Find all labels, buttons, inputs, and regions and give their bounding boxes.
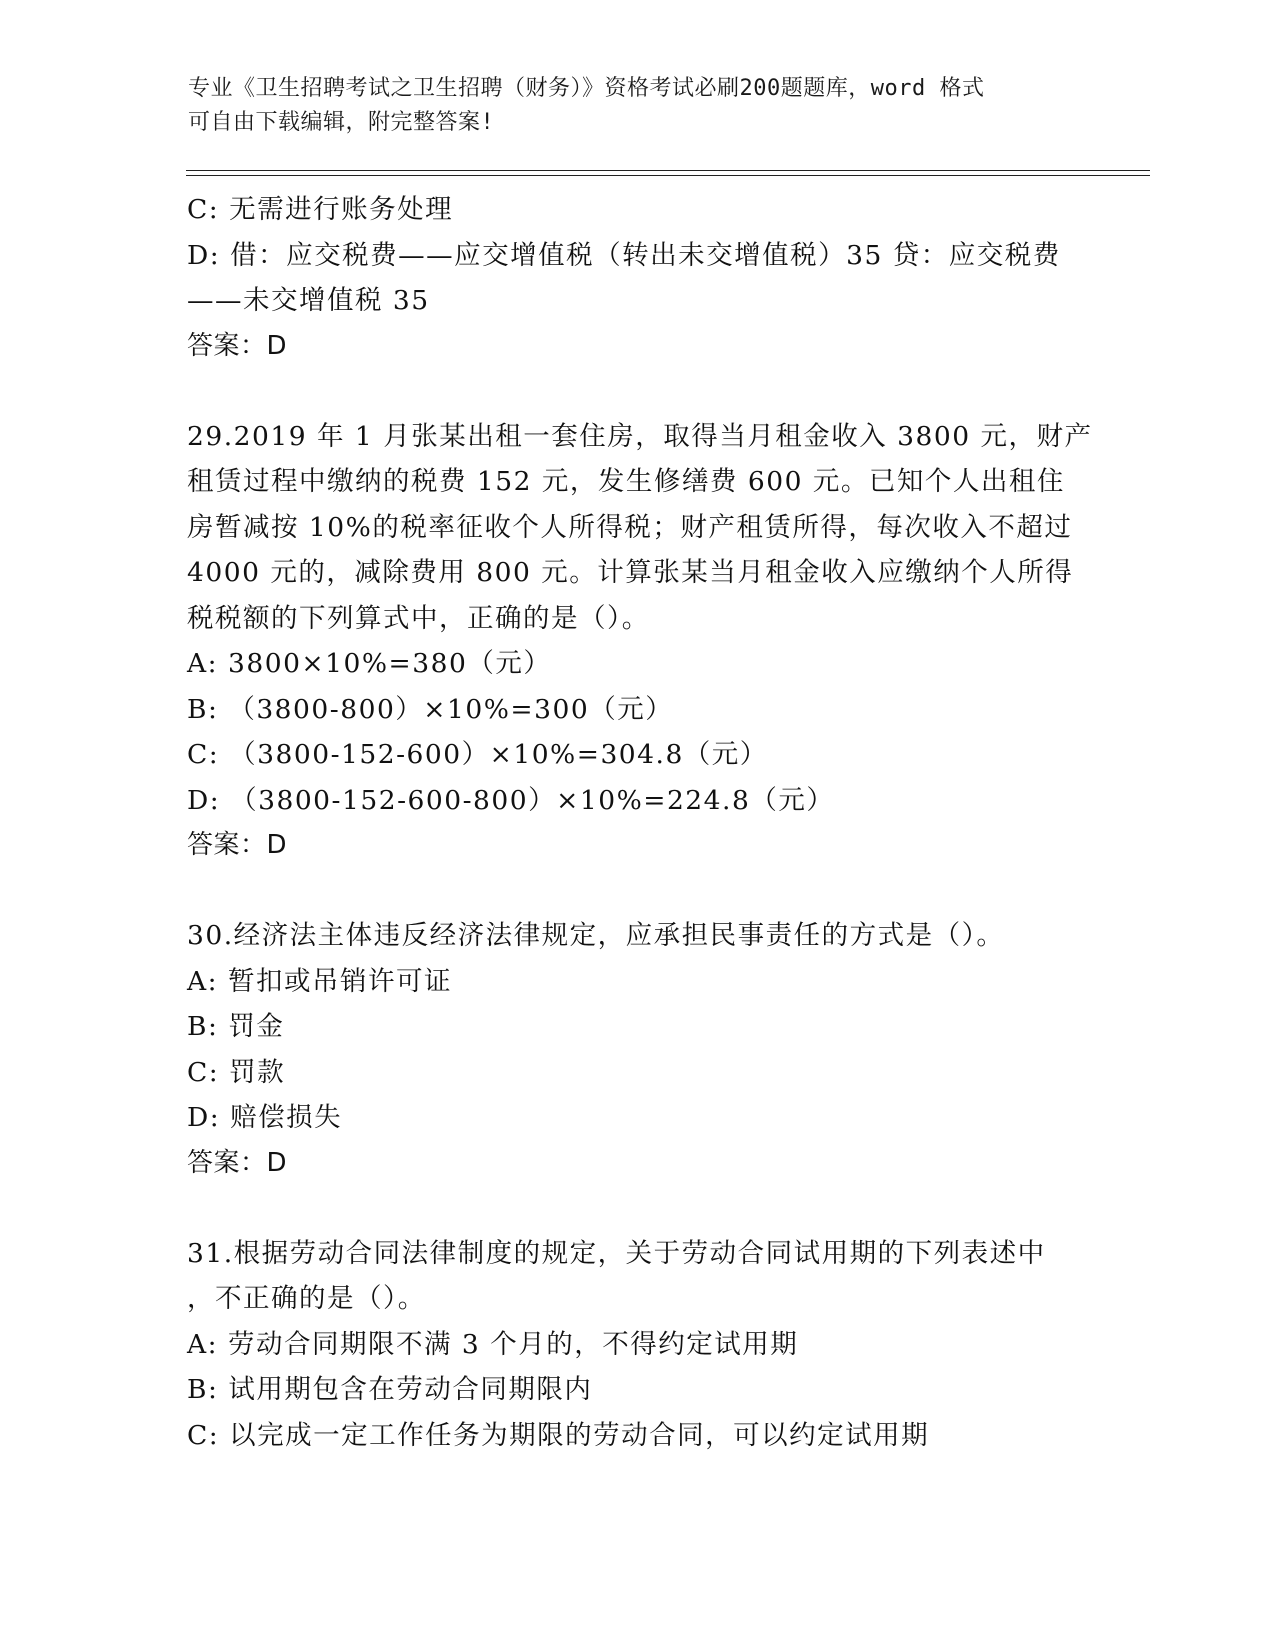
document-body [187,187,1093,1458]
page-header [188,72,1088,140]
q30-option-d: D: 赔偿损失 [187,1102,343,1133]
spacer [187,369,1087,414]
q30-answer: 答案：D [187,1147,288,1178]
q29-answer: 答案：D [187,830,288,860]
q28-answer: 答案：D [187,330,288,361]
q30-stem: 30.经济法主体违反经济法律规定，应承担民事责任的方式是（）。 [187,920,1005,951]
q29-option-c: C: （3800-152-600）×10%=304.8（元） [187,739,768,770]
q29-stem-line-5: 税税额的下列算式中，正确的是（）。 [187,602,650,634]
q29-stem-line-1: 29.2019 年 1 月张某出租一套住房，取得当月租金收入 3800 元，财产 [187,420,1093,452]
q28-option-d-line-2: ——未交增值税 35 [187,285,430,316]
q31-option-b: B: 试用期包含在劳动合同期限内 [187,1374,593,1405]
header-rule-top [186,170,1150,171]
q29-stem-line-4: 4000 元的，减除费用 800 元。计算张某当月租金收入应缴纳个人所得 [187,557,1074,588]
header-title-line-2: 可自由下载编辑，附完整答案! [188,110,495,135]
q31-option-a: A: 劳动合同期限不满 3 个月的，不得约定试用期 [187,1328,799,1360]
question-30 [187,913,1087,1186]
q29-option-d: D: （3800-152-600-800）×10%=224.8（元） [187,784,835,816]
spacer [187,868,1087,913]
question-29 [187,414,1093,869]
q31-option-c: C: 以完成一定工作任务为期限的劳动合同，可以约定试用期 [187,1419,930,1451]
q28-option-d-line-1: D: 借：应交税费——应交增值税（转出未交增值税）35 贷：应交税费 [187,239,1061,271]
q29-stem-line-3: 房暂减按 10%的税率征收个人所得税；财产租赁所得，每次收入不超过 [187,511,1073,543]
header-title-line-1: 专业《卫生招聘考试之卫生招聘（财务）》资格考试必刷200题题库，word 格式 [188,76,985,101]
q29-option-b: B: （3800-800）×10%=300（元） [187,693,674,725]
q30-option-a: A: 暂扣或吊销许可证 [187,965,452,997]
q29-option-a: A: 3800×10%=380（元） [187,648,552,679]
q28-option-c: C: 无需进行账务处理 [187,194,454,225]
q31-stem-line-1: 31.根据劳动合同法律制度的规定，关于劳动合同试用期的下列表述中 [187,1237,1046,1269]
question-31 [187,1231,1087,1459]
q31-stem-line-2: ，不正确的是（）。 [187,1283,426,1314]
spacer [187,1186,1087,1231]
question-28-tail [187,187,1087,369]
q29-stem-line-2: 租赁过程中缴纳的税费 152 元，发生修缮费 600 元。已知个人出租住 [187,466,1065,497]
q30-option-c: C: 罚款 [187,1056,286,1088]
header-rule-bottom [186,175,1150,176]
q30-option-b: B: 罚金 [187,1011,285,1042]
